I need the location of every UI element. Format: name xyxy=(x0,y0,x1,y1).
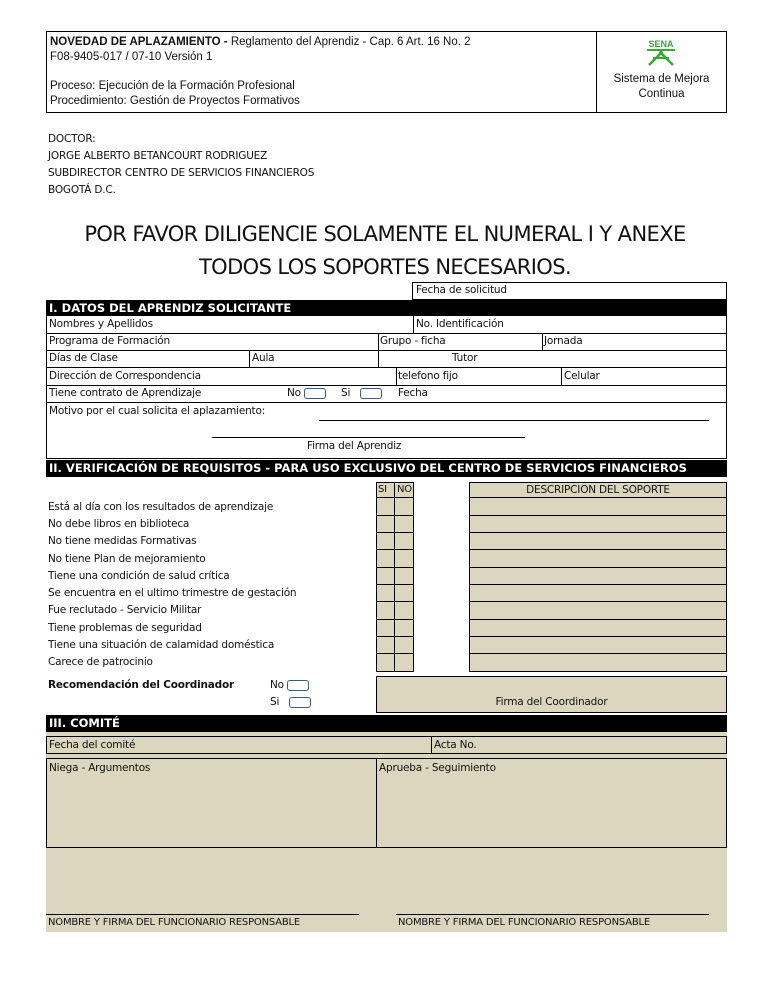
recomendacion-no-label: No xyxy=(270,679,284,691)
requisito-item: Se encuentra en el ultimo trimestre de gestación xyxy=(48,587,297,599)
recomendacion-si-label: Si xyxy=(270,696,280,708)
requisito-item: Fue reclutado - Servicio Militar xyxy=(48,604,202,616)
requisito-item: Tiene una situación de calamidad doméstica xyxy=(48,639,275,651)
direccion-label: Dirección de Correspondencia xyxy=(49,370,201,382)
acta-field[interactable] xyxy=(431,736,727,754)
niega-box[interactable] xyxy=(46,758,377,848)
firma-coordinador-box[interactable] xyxy=(376,676,727,713)
instruction-line1: POR FAVOR DILIGENCIE SOLAMENTE EL NUMERAL I Y ANEXE xyxy=(84,222,686,246)
identificacion-label: No. Identificación xyxy=(416,318,504,330)
section2-table xyxy=(46,477,727,673)
contrato-si xyxy=(341,387,382,399)
contrato-si-checkbox[interactable] xyxy=(360,388,382,399)
niega-label: Niega - Argumentos xyxy=(49,762,151,774)
requisito-item: No debe libros en biblioteca xyxy=(48,518,190,530)
addressee-line4: BOGOTÁ D.C. xyxy=(48,184,116,196)
requisito-item: No tiene Plan de mejoramiento xyxy=(48,553,206,565)
addressee-line3: SUBDIRECTOR CENTRO DE SERVICIOS FINANCIEROS xyxy=(48,167,315,179)
recomendacion-si-checkbox[interactable] xyxy=(289,697,311,708)
contrato-si-label: Si xyxy=(341,387,351,399)
section3-title: III. COMITÉ xyxy=(46,715,727,732)
tutor-label: Tutor xyxy=(452,352,478,364)
header-code: F08-9405-017 / 07-10 Versión 1 xyxy=(50,51,213,63)
recomendacion-si xyxy=(270,696,311,708)
descripcion-grid xyxy=(469,482,727,672)
header-title-bold: NOVEDAD DE APLAZAMIENTO - xyxy=(50,36,228,48)
aprueba-box[interactable] xyxy=(376,758,727,848)
header-info xyxy=(47,32,597,112)
header-title-rest: Reglamento del Aprendiz - Cap. 6 Art. 16 No. 2 xyxy=(227,36,471,48)
requisito-item: Tiene una condición de salud crítica xyxy=(48,570,230,582)
recomendacion-no xyxy=(270,679,309,691)
motivo-line[interactable] xyxy=(319,420,709,421)
header-procedimiento: Procedimiento: Gestión de Proyectos Formativos xyxy=(50,95,300,107)
celular-label: Celular xyxy=(564,370,600,382)
firma-left-line[interactable] xyxy=(46,914,359,915)
fecha-label: Fecha xyxy=(398,387,428,399)
header-proceso: Proceso: Ejecución de la Formación Profesional xyxy=(50,80,295,92)
recomendacion-label: Recomendación del Coordinador xyxy=(48,679,234,691)
section1-title: I. DATOS DEL APRENDIZ SOLICITANTE xyxy=(46,300,727,316)
fecha-comite-field[interactable] xyxy=(46,736,432,754)
nombres-label: Nombres y Apellidos xyxy=(49,318,153,330)
svg-text:SENA: SENA xyxy=(648,39,674,49)
telefono-label: telefono fijo xyxy=(398,370,458,382)
motivo-label: Motivo por el cual solicita el aplazamiento: xyxy=(49,405,266,417)
contrato-no-label: No xyxy=(287,387,301,399)
instruction-text xyxy=(40,218,730,284)
aula-label: Aula xyxy=(252,352,275,364)
firma-right-line[interactable] xyxy=(396,914,709,915)
section1-table xyxy=(46,316,727,459)
descripcion-header: DESCRIPCION DEL SOPORTE xyxy=(526,484,670,496)
aprueba-label: Aprueba - Seguimiento xyxy=(379,762,496,774)
acta-label: Acta No. xyxy=(434,739,477,751)
document-header xyxy=(46,31,727,113)
no-header: NO xyxy=(397,484,412,495)
instruction-line2: TODOS LOS SOPORTES NECESARIOS. xyxy=(198,255,572,279)
requisito-item: No tiene medidas Formativas xyxy=(48,535,197,547)
addressee-line2: JORGE ALBERTO BETANCOURT RODRIGUEZ xyxy=(48,150,268,162)
sistema-line2: Continua xyxy=(638,88,685,100)
sena-logo-icon xyxy=(641,38,681,68)
contrato-no xyxy=(287,387,326,399)
fecha-solicitud-label: Fecha de solicitud xyxy=(416,284,507,296)
requisito-item: Está al día con los resultados de aprendizaje xyxy=(48,501,274,513)
grupo-label: Grupo - ficha xyxy=(380,335,446,347)
si-header: SI xyxy=(378,484,387,495)
recomendacion-no-checkbox[interactable] xyxy=(287,680,309,691)
requisito-item: Tiene problemas de seguridad xyxy=(48,622,202,634)
sistema-line1: Sistema de Mejora xyxy=(613,73,710,85)
firma-aprendiz-line[interactable] xyxy=(212,437,525,438)
programa-label: Programa de Formación xyxy=(49,335,170,347)
header-title xyxy=(50,36,471,48)
requisito-item: Carece de patrocinio xyxy=(48,656,153,668)
contrato-no-checkbox[interactable] xyxy=(304,388,326,399)
section2-title: II. VERIFICACIÓN DE REQUISITOS - PARA USO EXCLUSIVO DEL CENTRO DE SERVICIOS FINANCIEROS xyxy=(46,460,727,477)
si-no-grid xyxy=(376,482,414,672)
contrato-label: Tiene contrato de Aprendizaje xyxy=(49,387,202,399)
dias-label: Días de Clase xyxy=(49,352,118,364)
addressee-line1: DOCTOR: xyxy=(48,133,96,145)
fecha-solicitud-field[interactable] xyxy=(412,282,727,300)
header-logo-area xyxy=(597,32,726,112)
jornada-label: Jornada xyxy=(544,335,583,347)
fecha-comite-label: Fecha del comité xyxy=(49,739,136,751)
firma-coordinador-label: Firma del Coordinador xyxy=(495,696,608,708)
firma-aprendiz-label: Firma del Aprendiz xyxy=(307,440,402,452)
firma-right-label: NOMBRE Y FIRMA DEL FUNCIONARIO RESPONSABLE xyxy=(398,917,650,928)
firma-left-label: NOMBRE Y FIRMA DEL FUNCIONARIO RESPONSABLE xyxy=(48,917,300,928)
